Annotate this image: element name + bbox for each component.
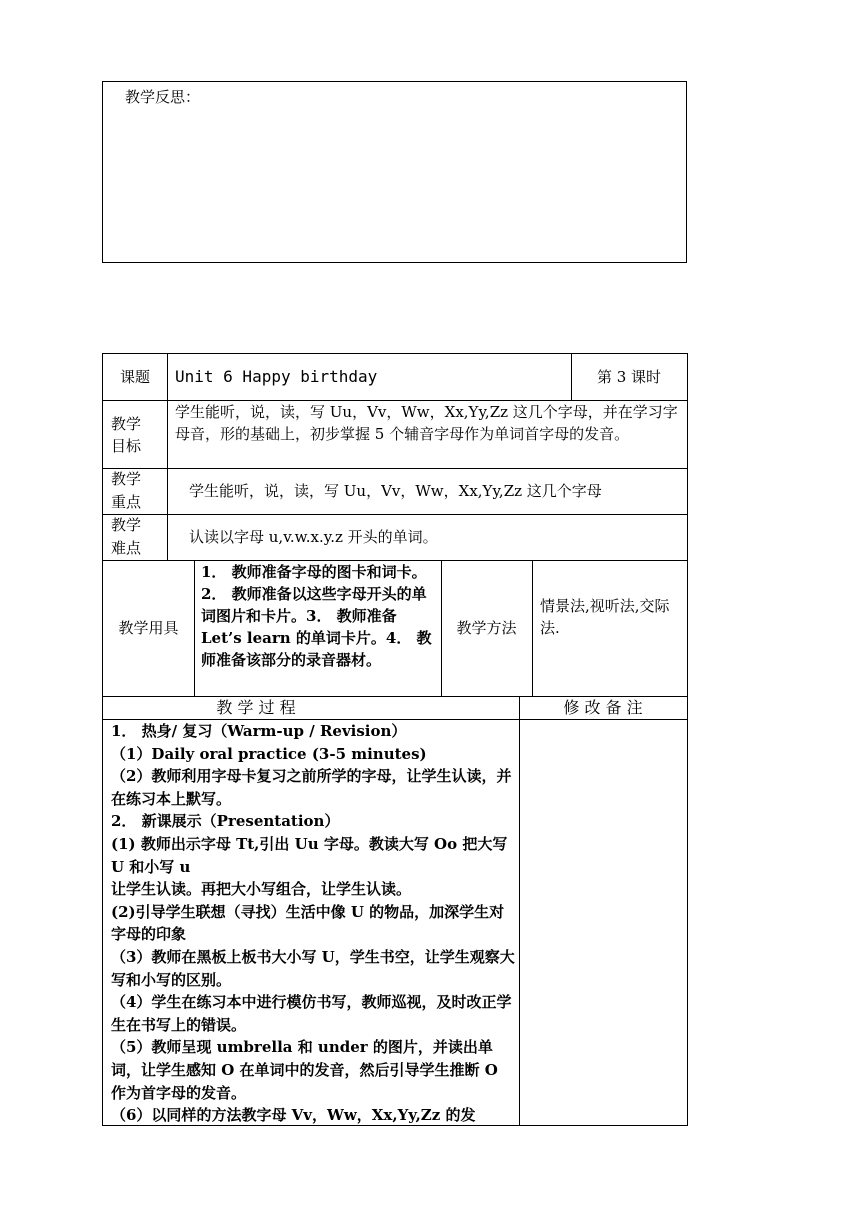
- process-line: （3）教师在黑板上板书大小写 U，学生书空，让学生观察大写和小写的区别。: [111, 947, 515, 989]
- notes-header: 修 改 备 注: [563, 698, 643, 717]
- aids-value: 1． 教师准备字母的图卡和词卡。2． 教师准备以这些字母开头的单词图片和卡片。3． 教师准备 Let’s learn 的单词卡片。4． 教师准备该部分的录音器材。: [201, 563, 432, 669]
- process-line: 2． 新课展示（Presentation）: [111, 812, 340, 831]
- process-line: （5）教师呈现 umbrella 和 under 的图片，并读出单词，让学生感知 O 在单词中的发音，然后引导学生推断 O 作为首字母的发音。: [111, 1038, 498, 1102]
- topic-label: 课题: [119, 368, 150, 386]
- method-label: 教学方法: [456, 619, 517, 637]
- methods-value: 情景法,视听法,交际法.: [540, 597, 670, 637]
- reflection-label: 教学反思：: [125, 88, 201, 106]
- difficult-points-value: 认读以字母 u,v.w.x.y.z 开头的单词。: [189, 528, 438, 546]
- process-line: （6）以同样的方法教字母 Vv，Ww，Xx,Yy,Zz 的发: [111, 1106, 476, 1125]
- goals-label: 教学 目标: [111, 415, 142, 455]
- process-content: [111, 720, 515, 1127]
- process-line: (2)引导学生联想（寻找）生活中像 U 的物品，加深学生对字母的印象: [111, 902, 505, 944]
- period-value: 第 3 课时: [596, 368, 662, 386]
- process-line: (1) 教师出示字母 Tt,引出 Uu 字母。教读大写 Oo 把大写 U 和小写 u: [111, 834, 508, 876]
- process-line: （1）Daily oral practice (3-5 minutes): [111, 744, 427, 763]
- key-points-label: 教学 重点: [111, 470, 142, 511]
- aids-label: 教学用具: [118, 619, 179, 637]
- notes-content: [519, 720, 687, 1126]
- difficult-points-label: 教学 难点: [111, 516, 142, 557]
- goals-value: 学生能听，说，读，写 Uu，Vv，Ww，Xx,Yy,Zz 这几个字母，并在学习字母音，形的基础上，初步掌握 5 个辅音字母作为单词首字母的发音。: [175, 403, 678, 443]
- process-header: 教 学 过 程: [216, 698, 296, 717]
- topic-value: Unit 6 Happy birthday: [175, 367, 378, 386]
- reflection-box: [102, 81, 687, 263]
- process-line: （4）学生在练习本中进行模仿书写，教师巡视，及时改正学生在书写上的错误。: [111, 993, 512, 1034]
- process-line: 让学生认读。再把大小写组合，让学生认读。: [111, 880, 412, 899]
- process-line: 1． 热身/ 复习（Warm-up / Revision）: [111, 722, 407, 740]
- lesson-plan-table: [102, 353, 688, 1126]
- process-line: （2）教师利用字母卡复习之前所学的字母，让学生认读，并在练习本上默写。: [111, 767, 512, 808]
- key-points-value: 学生能听，说，读，写 Uu，Vv，Ww，Xx,Yy,Zz 这几个字母: [189, 482, 602, 500]
